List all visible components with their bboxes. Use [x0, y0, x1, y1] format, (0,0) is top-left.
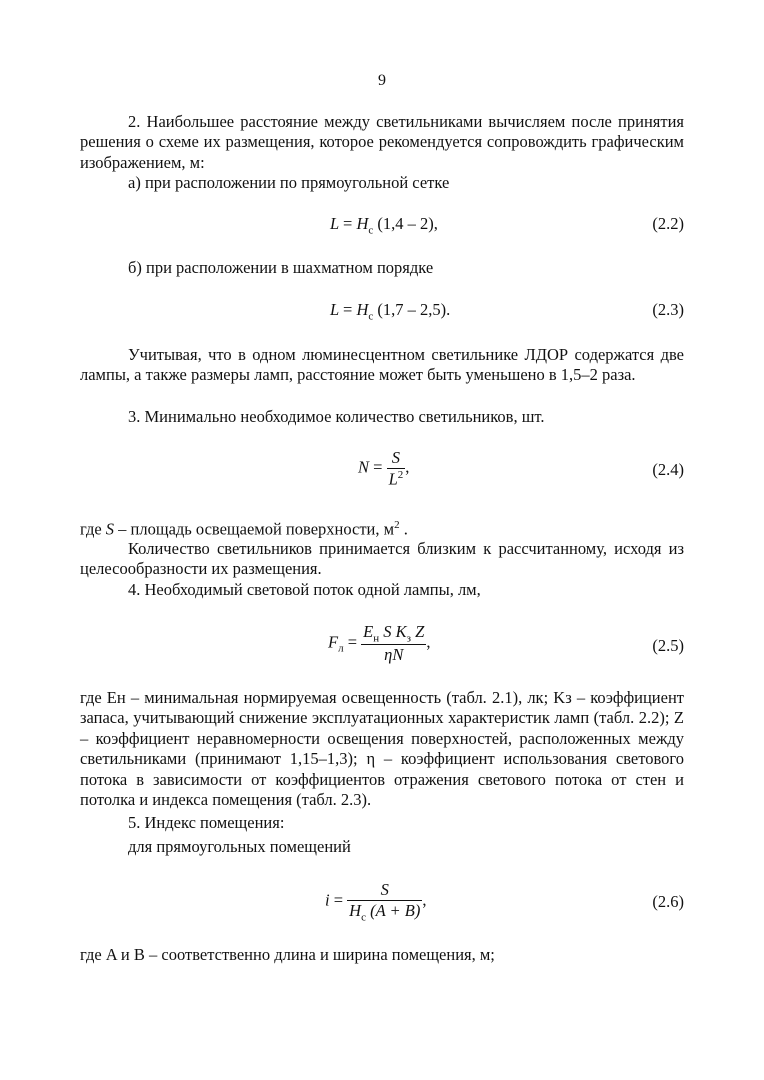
eq24-den-var: L — [388, 469, 398, 489]
case-a-label: а) при расположении по прямоугольной сетке — [128, 173, 450, 192]
eq25-e-sub: н — [373, 632, 380, 645]
eq24-denominator — [387, 468, 406, 490]
eq25-end: , — [426, 632, 431, 652]
eq25-k: K — [395, 622, 407, 641]
paragraph-rectangular: для прямоугольных помещений — [128, 837, 351, 856]
eq25-e: E — [363, 622, 374, 641]
eq22-range: (1,4 – 2) — [377, 214, 434, 233]
eq25-s: S — [383, 622, 392, 641]
eq22-h: H — [356, 214, 369, 233]
eq26-h-sub: с — [361, 911, 366, 924]
eq-number-2-5: (2.5) — [652, 636, 684, 655]
eq-number-2-2: (2.2) — [652, 214, 684, 233]
paragraph-lamps: Учитывая, что в одном люминесцентном светильнике ЛДОР содержатся две лампы, а также размеры ламп, расстояние может быть уменьшено в 1,5–2 раза. — [80, 345, 684, 385]
eq26-end: , — [422, 890, 427, 910]
formula-2-5: $F_л$ = $\frac{E_н S K_з Z}{\eta N}$ , — [328, 622, 431, 665]
formula-2-4: N = $\frac{S}{L^2}$ , — [358, 448, 410, 489]
paragraph-distance: 2. Наибольшее расстояние между светильниками вычисляем после принятия решения о схеме их размещения, которое рекомендуется сопровождить графическим изображением, м: — [80, 112, 684, 172]
page-number: 9 — [378, 72, 386, 89]
paragraph-min-count: 3. Минимально необходимое количество светильников, шт. — [128, 407, 545, 426]
formula-2-6: i = $\frac{S}{H_с (A + B)}$ , — [325, 880, 427, 924]
eq24-numerator: S — [391, 448, 401, 467]
eq24-end: , — [405, 457, 410, 477]
eq25-fraction — [361, 622, 426, 665]
eq25-numerator — [361, 622, 426, 644]
eq23-range: (1,7 – 2,5) — [377, 300, 447, 319]
eq26-lhs: i — [325, 890, 330, 910]
eq22-lhs: L — [330, 214, 339, 233]
where-s-text: – площадь освещаемой поверхности, м — [118, 519, 395, 539]
paragraph-room-index: 5. Индекс помещения: — [128, 813, 285, 832]
eq26-h: H — [349, 901, 362, 920]
case-b-label: б) при расположении в шахматном порядке — [128, 258, 434, 277]
eq22-end: , — [433, 214, 438, 233]
paragraph-where-flux: где Eн – минимальная нормируемая освещенность (табл. 2.1), лк; Kз – коэффициент запаса, учитывающий снижение эксплуатационных характеристик ламп (табл. 2.2); Z – коэффициент неравномерности освещения поверхностей, расположенных между светильниками (принимают 1,15–1,3); η – коэффициент использования светового потока в зависимости от коэффициентов отражения светового потока от стен и потолка и индекса помещения (табл. 2.3). — [80, 688, 684, 810]
var-s: S — [105, 519, 115, 539]
eq22-sub: с — [368, 224, 374, 237]
where-s-line — [80, 515, 408, 540]
where-s-sup: 2 — [394, 519, 400, 531]
paragraph-where-ab: где A и B – соответственно длина и ширина помещения, м; — [80, 945, 495, 964]
eq-number-2-6: (2.6) — [652, 892, 684, 911]
eq25-lhs-sub: л — [338, 642, 344, 655]
where-s-end: . — [403, 519, 408, 539]
eq24-lhs: N — [358, 457, 370, 477]
eq26-denominator — [347, 900, 422, 923]
eq23-lhs: L — [330, 300, 339, 319]
paragraph-count-note: Количество светильников принимается близким к рассчитанному, исходя из целесообразности их размещения. — [80, 539, 684, 579]
formula-2-2: $L = H_с$ (1,4 – 2), — [330, 214, 438, 237]
eq24-den-sup: 2 — [397, 469, 404, 481]
eq26-numerator: S — [380, 880, 389, 899]
eq23-h: H — [356, 300, 369, 319]
eq25-lhs: F — [328, 632, 339, 652]
where-word: где — [80, 519, 102, 539]
eq23-sub: с — [368, 310, 374, 323]
eq23-end: . — [446, 300, 451, 319]
eq25-k-sub: з — [406, 632, 412, 645]
eq25-denominator: ηN — [361, 644, 426, 665]
eq-number-2-3: (2.3) — [652, 300, 684, 319]
paragraph-flux: 4. Необходимый световой поток одной лампы, лм, — [128, 580, 481, 599]
eq26-fraction — [347, 880, 422, 923]
eq24-fraction — [387, 448, 406, 490]
eq25-z: Z — [415, 622, 425, 641]
formula-2-3: $L = H_с$ (1,7 – 2,5). — [330, 300, 451, 323]
eq26-ab: (A + B) — [370, 901, 421, 920]
eq-number-2-4: (2.4) — [652, 460, 684, 479]
